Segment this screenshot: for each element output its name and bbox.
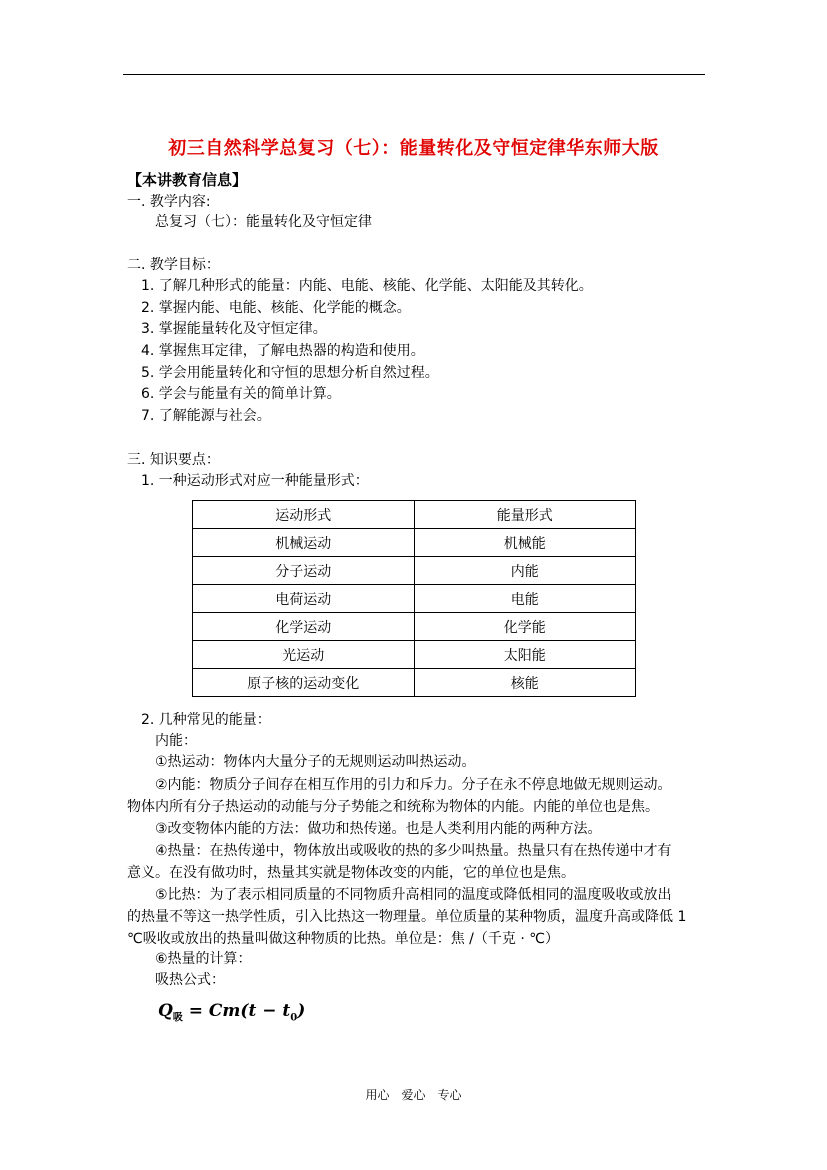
knowledge-point-1: 1. 一种运动形式对应一种能量形式：	[141, 473, 369, 489]
table-cell: 机械运动	[193, 529, 415, 557]
table-row	[193, 641, 636, 669]
table-header-row	[193, 501, 636, 529]
table-row	[193, 557, 636, 585]
paragraph-heat-cont: 意义。在没有做功时，热量其实就是物体改变的内能，它的单位也是焦。	[127, 865, 575, 881]
paragraph-heat-calculation: ⑥热量的计算：	[155, 951, 252, 967]
table-cell: 原子核的运动变化	[193, 669, 415, 697]
goal-item: 3. 掌握能量转化及守恒定律。	[141, 321, 327, 337]
paragraph-specific-heat-cont: 的热量不等这一热学性质，引入比热这一物理量。单位质量的某种物质，温度升高或降低 1	[127, 909, 687, 925]
section3-heading: 三. 知识要点：	[127, 452, 220, 468]
table-header-cell: 能量形式	[414, 501, 636, 529]
table-cell: 电能	[414, 585, 636, 613]
table-cell: 内能	[414, 557, 636, 585]
table-cell: 化学运动	[193, 613, 415, 641]
page-footer: 用心 爱心 专心	[365, 1088, 462, 1102]
info-header: 【本讲教育信息】	[127, 171, 248, 189]
table-header-cell: 运动形式	[193, 501, 415, 529]
section2-heading: 二. 教学目标：	[127, 257, 220, 273]
table-cell: 机械能	[414, 529, 636, 557]
formula-body: = Cm(t − t	[182, 1001, 291, 1021]
formula-q: Q	[158, 1001, 173, 1021]
heat-absorption-formula	[158, 1001, 305, 1023]
paragraph-specific-heat: ⑤比热：为了表示相同质量的不同物质升高相同的温度或降低相同的温度吸收或放出	[155, 887, 672, 903]
formula-t-subscript: 0	[290, 1012, 298, 1024]
paragraph-change-methods: ③改变物体内能的方法：做功和热传递。也是人类利用内能的两种方法。	[155, 821, 602, 837]
table-cell: 光运动	[193, 641, 415, 669]
absorb-formula-label: 吸热公式：	[155, 972, 225, 988]
paragraph-specific-heat-unit: ℃吸收或放出的热量叫做这种物质的比热。单位是：焦 /（千克 · ℃）	[127, 931, 559, 947]
header-rule	[123, 74, 705, 75]
table-row	[193, 613, 636, 641]
section1-heading: 一. 教学内容:	[127, 194, 211, 210]
goal-item: 2. 掌握内能、电能、核能、化学能的概念。	[141, 300, 411, 316]
formula-close: )	[297, 1001, 306, 1021]
table-cell: 分子运动	[193, 557, 415, 585]
table-row	[193, 585, 636, 613]
paragraph-thermal-motion: ①热运动：物体内大量分子的无规则运动叫热运动。	[155, 754, 476, 770]
goal-item: 7. 了解能源与社会。	[141, 408, 271, 424]
table-cell: 电荷运动	[193, 585, 415, 613]
table-row	[193, 669, 636, 697]
paragraph-heat: ④热量：在热传递中，物体放出或吸收的热的多少叫热量。热量只有在热传递中才有	[155, 843, 672, 859]
table-cell: 太阳能	[414, 641, 636, 669]
table-cell: 核能	[414, 669, 636, 697]
paragraph-internal-energy-cont: 物体内所有分子热运动的动能与分子势能之和统称为物体的内能。内能的单位也是焦。	[127, 799, 659, 815]
goal-item: 6. 学会与能量有关的简单计算。	[141, 386, 341, 402]
table-cell: 化学能	[414, 613, 636, 641]
document-title: 初三自然科学总复习（七）：能量转化及守恒定律华东师大版	[168, 138, 659, 159]
goal-item: 4. 掌握焦耳定律，了解电热器的构造和使用。	[141, 343, 425, 359]
internal-energy-label: 内能：	[155, 733, 197, 749]
goal-item: 1. 了解几种形式的能量：内能、电能、核能、化学能、太阳能及其转化。	[141, 278, 593, 294]
table-row	[193, 529, 636, 557]
goal-item: 5. 学会用能量转化和守恒的思想分析自然过程。	[141, 365, 439, 381]
formula-q-subscript: 吸	[172, 1012, 183, 1024]
knowledge-point-2: 2. 几种常见的能量：	[141, 712, 271, 728]
paragraph-internal-energy: ②内能：物质分子间存在相互作用的引力和斥力。分子在永不停息地做无规则运动。	[155, 777, 672, 793]
section1-content: 总复习（七）：能量转化及守恒定律	[155, 214, 372, 230]
motion-energy-table	[192, 500, 636, 697]
